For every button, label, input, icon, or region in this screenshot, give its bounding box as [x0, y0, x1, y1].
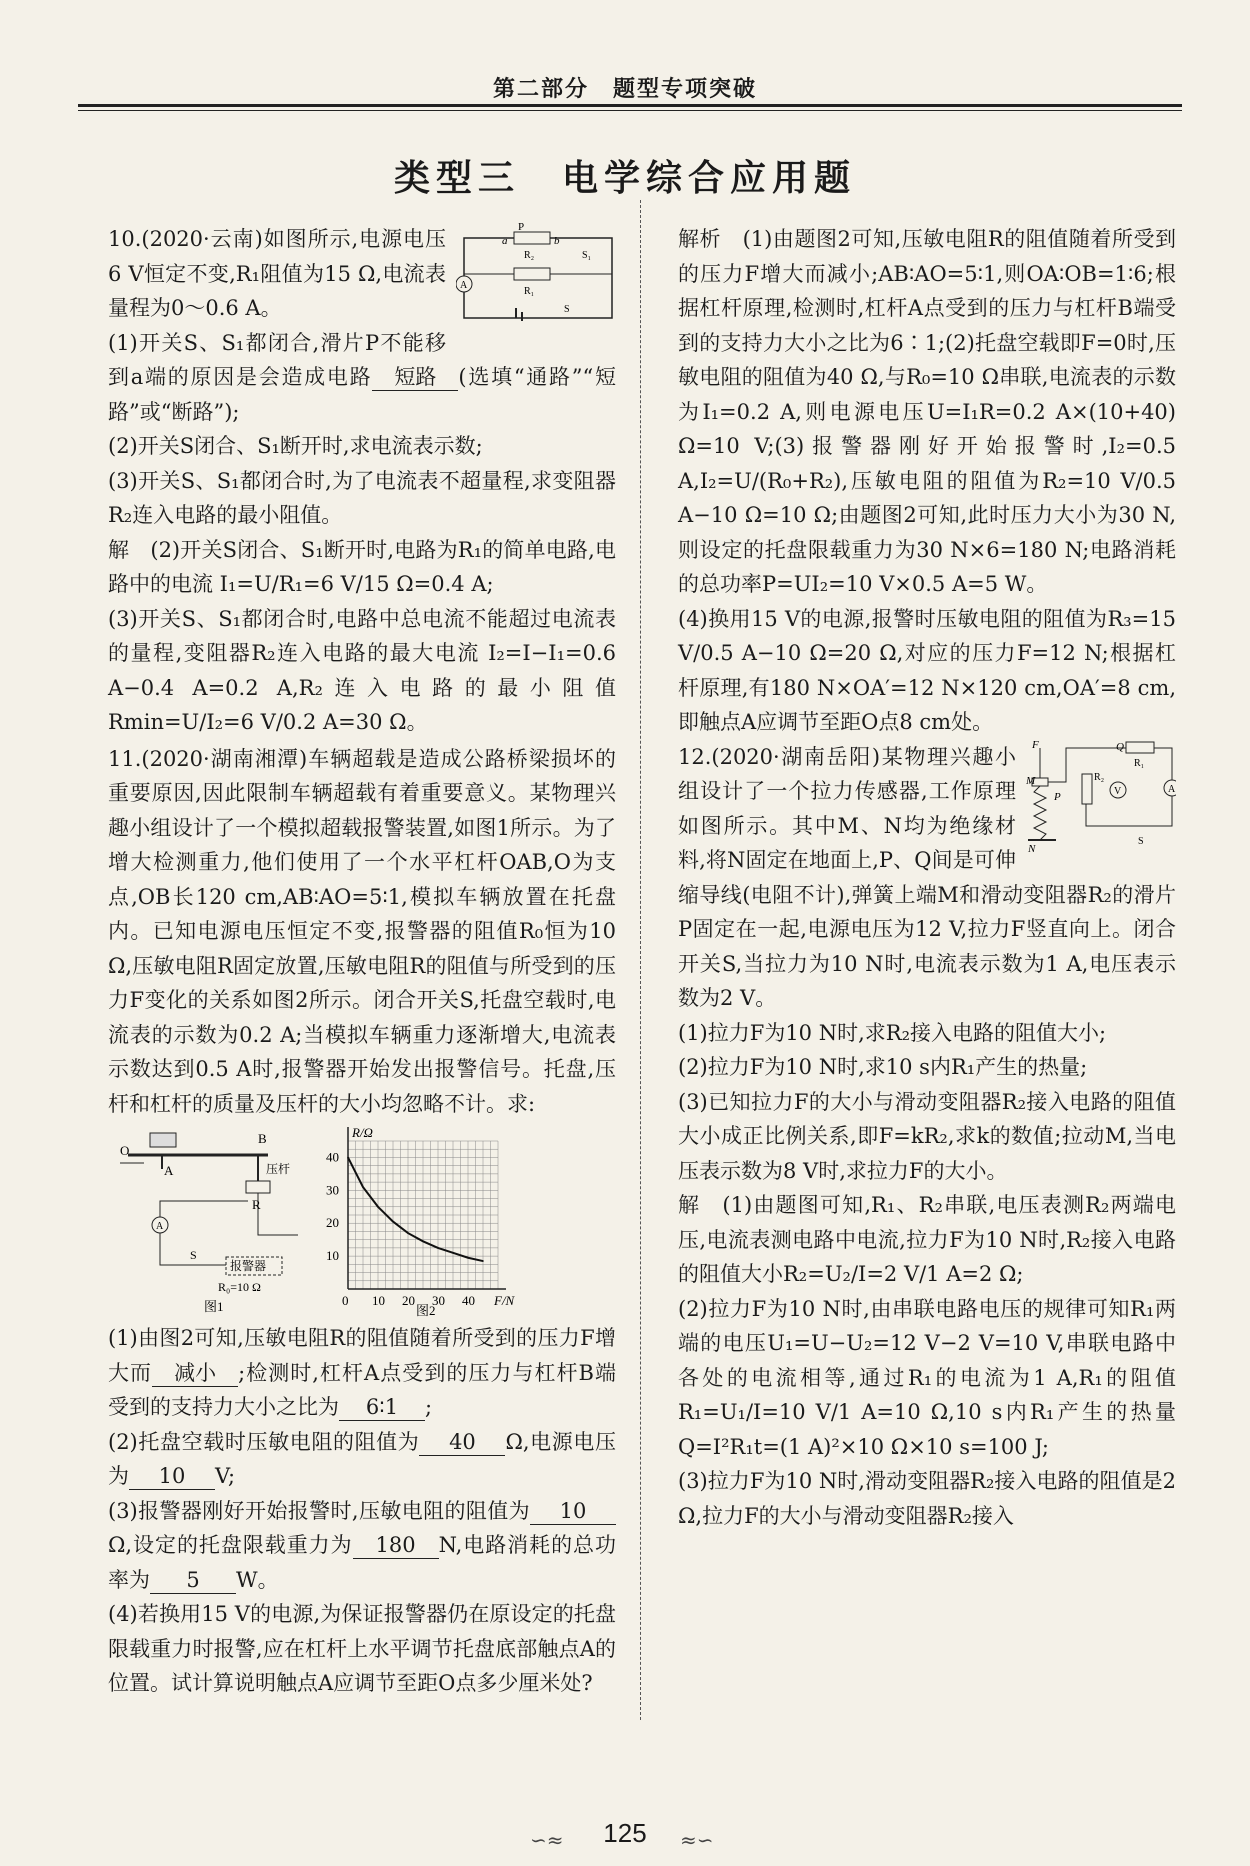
q11-figure1 — [108, 1125, 308, 1315]
q10-solution-3: (3)开关S、S₁都闭合时,电路中总电流不能超过电流表的量程,变阻器R₂连入电路的最大电流 I₂=I−I₁=0.6 A−0.4 A=0.2 A,R₂连入电路的最小阻值 Rmin=U/I₂=6 V/0.2 A=30 Ω。 — [108, 606, 616, 734]
fig1-rod: 压杆 — [266, 1162, 291, 1176]
data-point — [422, 1241, 424, 1243]
data-point — [347, 1157, 349, 1159]
y-tick-label: 10 — [326, 1248, 339, 1264]
data-point — [437, 1247, 439, 1249]
q11-ans-decrease: 减小 — [152, 1360, 238, 1387]
q12-part1: (1)拉力F为10 N时,求R₂接入电路的阻值大小; — [678, 1020, 1107, 1045]
q11-ans-power: 5 — [150, 1567, 236, 1594]
fig1-A: A — [164, 1163, 174, 1178]
q12-R1-label: R₁ — [1134, 757, 1145, 769]
q12-part3: (3)已知拉力F的大小与滑动变阻器R₂接入电路的阻值大小成正比例关系,即F=kR₂,求k的数值;拉动M,当电压表示数为8 V时,求拉力F的大小。 — [678, 1089, 1176, 1183]
fig1-R: R — [252, 1197, 261, 1212]
q10-answer1: 短路 — [372, 364, 458, 391]
data-point — [452, 1252, 454, 1254]
q12-solution-1: 解 (1)由题图可知,R₁、R₂串联,电压表测R₂两端电压,电流表测电路中电流,拉力F为10 N时,R₂接入电路的阻值大小R₂=U₂/I=2 V/1 A=2 Ω; — [678, 1193, 1176, 1286]
q10-circuit-diagram — [456, 222, 616, 326]
section-title: 类型三 电学综合应用题 — [393, 157, 856, 199]
q11-part3 — [108, 1494, 616, 1598]
S1-label: S₁ — [582, 250, 592, 261]
header-rule — [78, 104, 1182, 111]
fig1-O: O — [120, 1143, 130, 1158]
x-tick-label: 20 — [402, 1293, 415, 1308]
R2-label: R₂ — [524, 250, 535, 261]
q11-ans-ratio: 6∶1 — [339, 1394, 425, 1421]
Q-label: Q — [1116, 740, 1124, 753]
page-number: 125 — [603, 1818, 647, 1848]
fig2-label: 图2 — [416, 1303, 436, 1317]
q11-analysis: 解析 (1)由题图2可知,压敏电阻R的阻值随着所受到的压力F增大而减小;AB∶AO=5∶1,则OA∶OB=1∶6;根据杠杆原理,检测时,杠杆A点受到的压力与杠杆B端受到的支持力大小之比为6∶1;(2)托盘空载即F=0时,压敏电阻的阻值为40 Ω,与R₀=10 Ω串联,电流表的示数为I₁=0.2 A,则电源电压U=I₁R=0.2 A×(10+40) Ω=10 V;(3)报警器刚好开始报警时,I₂=0.5 A,I₂=U/(R₀+R₂),压敏电阻的阻值为R₂=10 V/0.5 A−10 Ω=10 Ω;由题图2可知,此时压力大小为30 N,则设定的托盘限载重力为30 N×6=180 N;电路消耗的总功率P=UI₂=10 V×0.5 A=5 W。 — [678, 227, 1176, 596]
running-header: 第二部分 题型专项突破 — [492, 76, 757, 102]
ammeter-symbol: A — [460, 280, 468, 291]
q11-ans-r0: 40 — [419, 1429, 505, 1456]
P-label: P — [1054, 790, 1061, 803]
data-point — [377, 1206, 379, 1208]
S-label: S — [564, 304, 570, 315]
fig1-B: B — [258, 1131, 267, 1146]
fig1-S: S — [190, 1248, 197, 1262]
q11-ans-weight: 180 — [353, 1532, 439, 1559]
q12-stem: 12.(2020·湖南岳阳)某物理兴趣小组设计了一个拉力传感器,工作原理如图所示。其中M、N均为绝缘材料,将N固定在地面上,P、Q间是可伸缩导线(电阻不计),弹簧上端M和滑动变阻器R₂的滑片P固定在一起,电源电压为12 V,拉力F竖直向上。闭合开关S,当拉力为10 N时,电流表示数为1 A,电压表示数为2 V。 — [678, 744, 1176, 1010]
q10-part1 — [108, 326, 616, 430]
q11-p2b: Ω,电源电压为 — [108, 1429, 617, 1488]
q12-part2: (2)拉力F为10 N时,求10 s内R₁产生的热量; — [678, 1055, 1088, 1079]
q10-part1-tail: (选填“通路”“短路”或“断路”); — [108, 365, 616, 424]
q11-ans-voltage: 10 — [129, 1463, 215, 1490]
F-label: F — [1032, 739, 1039, 751]
data-point — [392, 1221, 394, 1223]
q11-p3d: W。 — [236, 1567, 279, 1592]
truck-icon — [150, 1133, 176, 1147]
q11-stem: 11.(2020·湖南湘潭)车辆超载是造成公路桥梁损坏的重要原因,因此限制车辆超载有着重要意义。某物理兴趣小组设计了一个模拟超载报警装置,如图1所示。为了增大检测重力,他们使用了一个水平杠杆OAB,O为支点,OB长120 cm,AB∶AO=5∶1,模拟车辆放置在托盘内。已知电源电压恒定不变,报警器的阻值R₀恒为10 Ω,压敏电阻R固定放置,压敏电阻R的阻值与所受到的压力F变化的关系如图2所示。闭合开关S,托盘空载时,电流表的示数为0.2 A;当模拟车辆重力逐渐增大,电流表示数达到0.5 A时,报警器开始发出报警信号。托盘,压杆和杠杆的质量及压杆的大小均忽略不计。求: — [108, 746, 616, 1116]
fig1-alarm: 报警器 — [230, 1259, 267, 1273]
y-tick-label: 40 — [326, 1149, 339, 1165]
q11-p2a: (2)托盘空载时压敏电阻的阻值为 — [108, 1429, 420, 1454]
question-10 — [108, 222, 616, 740]
question-11 — [108, 742, 616, 1701]
q11-part1 — [108, 1321, 616, 1425]
end-b-label: b — [554, 235, 560, 247]
x-tick-label: 30 — [432, 1293, 445, 1308]
question-12 — [678, 740, 1176, 1534]
q11-ans-r: 10 — [530, 1498, 616, 1525]
footer-ornament-left: ∽≈ — [530, 1828, 564, 1852]
y-tick-label: 30 — [326, 1182, 339, 1198]
q11-p1a: (1)由图2可知,压敏电阻R的阻值随着所受到的压力F增大而 — [108, 1326, 616, 1385]
data-point — [407, 1232, 409, 1234]
left-column — [108, 222, 616, 1701]
q12-R2-label: R₂ — [1094, 771, 1105, 783]
q12-solution-2: (2)拉力F为10 N时,由串联电路电压的规律可知R₁两端的电压U₁=U−U₂=12 V−2 V=10 V,串联电路中各处的电流相等,通过R₁的电流为1 A,R₁的阻值R₁=U₁/I=10 V/1 A=10 Ω,10 s内R₁产生的热量Q=I²R₁t=(1 A)²×10 Ω×10 s=100 J; — [678, 1296, 1176, 1459]
q11-figures — [108, 1121, 616, 1321]
q11-analysis-4: (4)换用15 V的电源,报警时压敏电阻的阻值为R₃=15 V/0.5 A−10 Ω=20 Ω,对应的压力F=12 N;根据杠杆原理,有180 N×OA′=12 N×120 cm,OA′=8 cm,即触点A应调节至距O点8 cm处。 — [678, 606, 1176, 734]
q10-part2: (2)开关S闭合、S₁断开时,求电流表示数; — [108, 434, 483, 458]
right-column — [678, 222, 1176, 1533]
data-point — [362, 1186, 364, 1188]
q11-p1c: ; — [425, 1395, 433, 1419]
q10-stem: 10.(2020·云南)如图所示,电源电压6 V恒定不变,R₁阻值为15 Ω,电流表量程为0～0.6 A。 — [108, 227, 446, 320]
q12-circuit-diagram — [1026, 740, 1176, 858]
q12-solution-3: (3)拉力F为10 N时,滑动变阻器R₂接入电路的阻值是2 Ω,拉力F的大小与滑动变阻器R₂接入 — [678, 1469, 1176, 1528]
q12-ammeter-symbol: A — [1168, 783, 1176, 795]
x-tick-label: 0 — [342, 1293, 349, 1308]
q11-part2 — [108, 1425, 616, 1494]
y-axis-label: R/Ω — [352, 1125, 373, 1140]
voltmeter-symbol: V — [1114, 785, 1122, 797]
x-tick-label: 10 — [372, 1293, 385, 1308]
q11-p3a: (3)报警器刚好开始报警时,压敏电阻的阻值为 — [108, 1498, 530, 1523]
fig1-ammeter: A — [156, 1221, 164, 1232]
fig1-label: 图1 — [204, 1299, 224, 1314]
q11-p3c: N,电路消耗的总功率为 — [108, 1533, 616, 1592]
q11-p1b: ;检测时,杠杆A点受到的压力与杠杆B端受到的支持力大小之比为 — [108, 1360, 617, 1419]
q11-figure2-chart — [320, 1121, 520, 1317]
R1-label: R₁ — [524, 286, 535, 297]
fig1-R0: R₀=10 Ω — [218, 1280, 261, 1294]
q11-p3b: Ω,设定的托盘限载重力为 — [108, 1533, 353, 1557]
data-point — [467, 1257, 469, 1259]
q11-p2c: V; — [215, 1464, 236, 1488]
column-divider — [640, 200, 641, 1720]
x-tick-label: 40 — [462, 1293, 475, 1308]
y-tick-label: 20 — [326, 1215, 339, 1231]
x-axis-label: F/N — [494, 1293, 515, 1308]
N-label: N — [1028, 842, 1036, 855]
footer-ornament-right: ≈∽ — [680, 1828, 714, 1852]
M-label: M — [1026, 774, 1036, 787]
q12-S-label: S — [1138, 835, 1144, 847]
q10-solution-2: 解 (2)开关S闭合、S₁断开时,电路为R₁的简单电路,电路中的电流 I₁=U/R₁=6 V/15 Ω=0.4 A; — [108, 537, 616, 596]
q10-part1-text: (1)开关S、S₁都闭合,滑片P不能移到a端的原因是会造成电路 — [108, 330, 446, 389]
slider-P-label: P — [518, 222, 525, 233]
end-a-label: a — [502, 235, 508, 247]
data-point — [482, 1260, 484, 1262]
q11-part4: (4)若换用15 V的电源,为保证报警器仍在原设定的托盘限载重力时报警,应在杠杆上水平调节托盘底部触点A的位置。试计算说明触点A应调节至距O点多少厘米处? — [108, 1602, 616, 1695]
q10-part3: (3)开关S、S₁都闭合时,为了电流表不超量程,求变阻器R₂连入电路的最小阻值。 — [108, 468, 616, 527]
